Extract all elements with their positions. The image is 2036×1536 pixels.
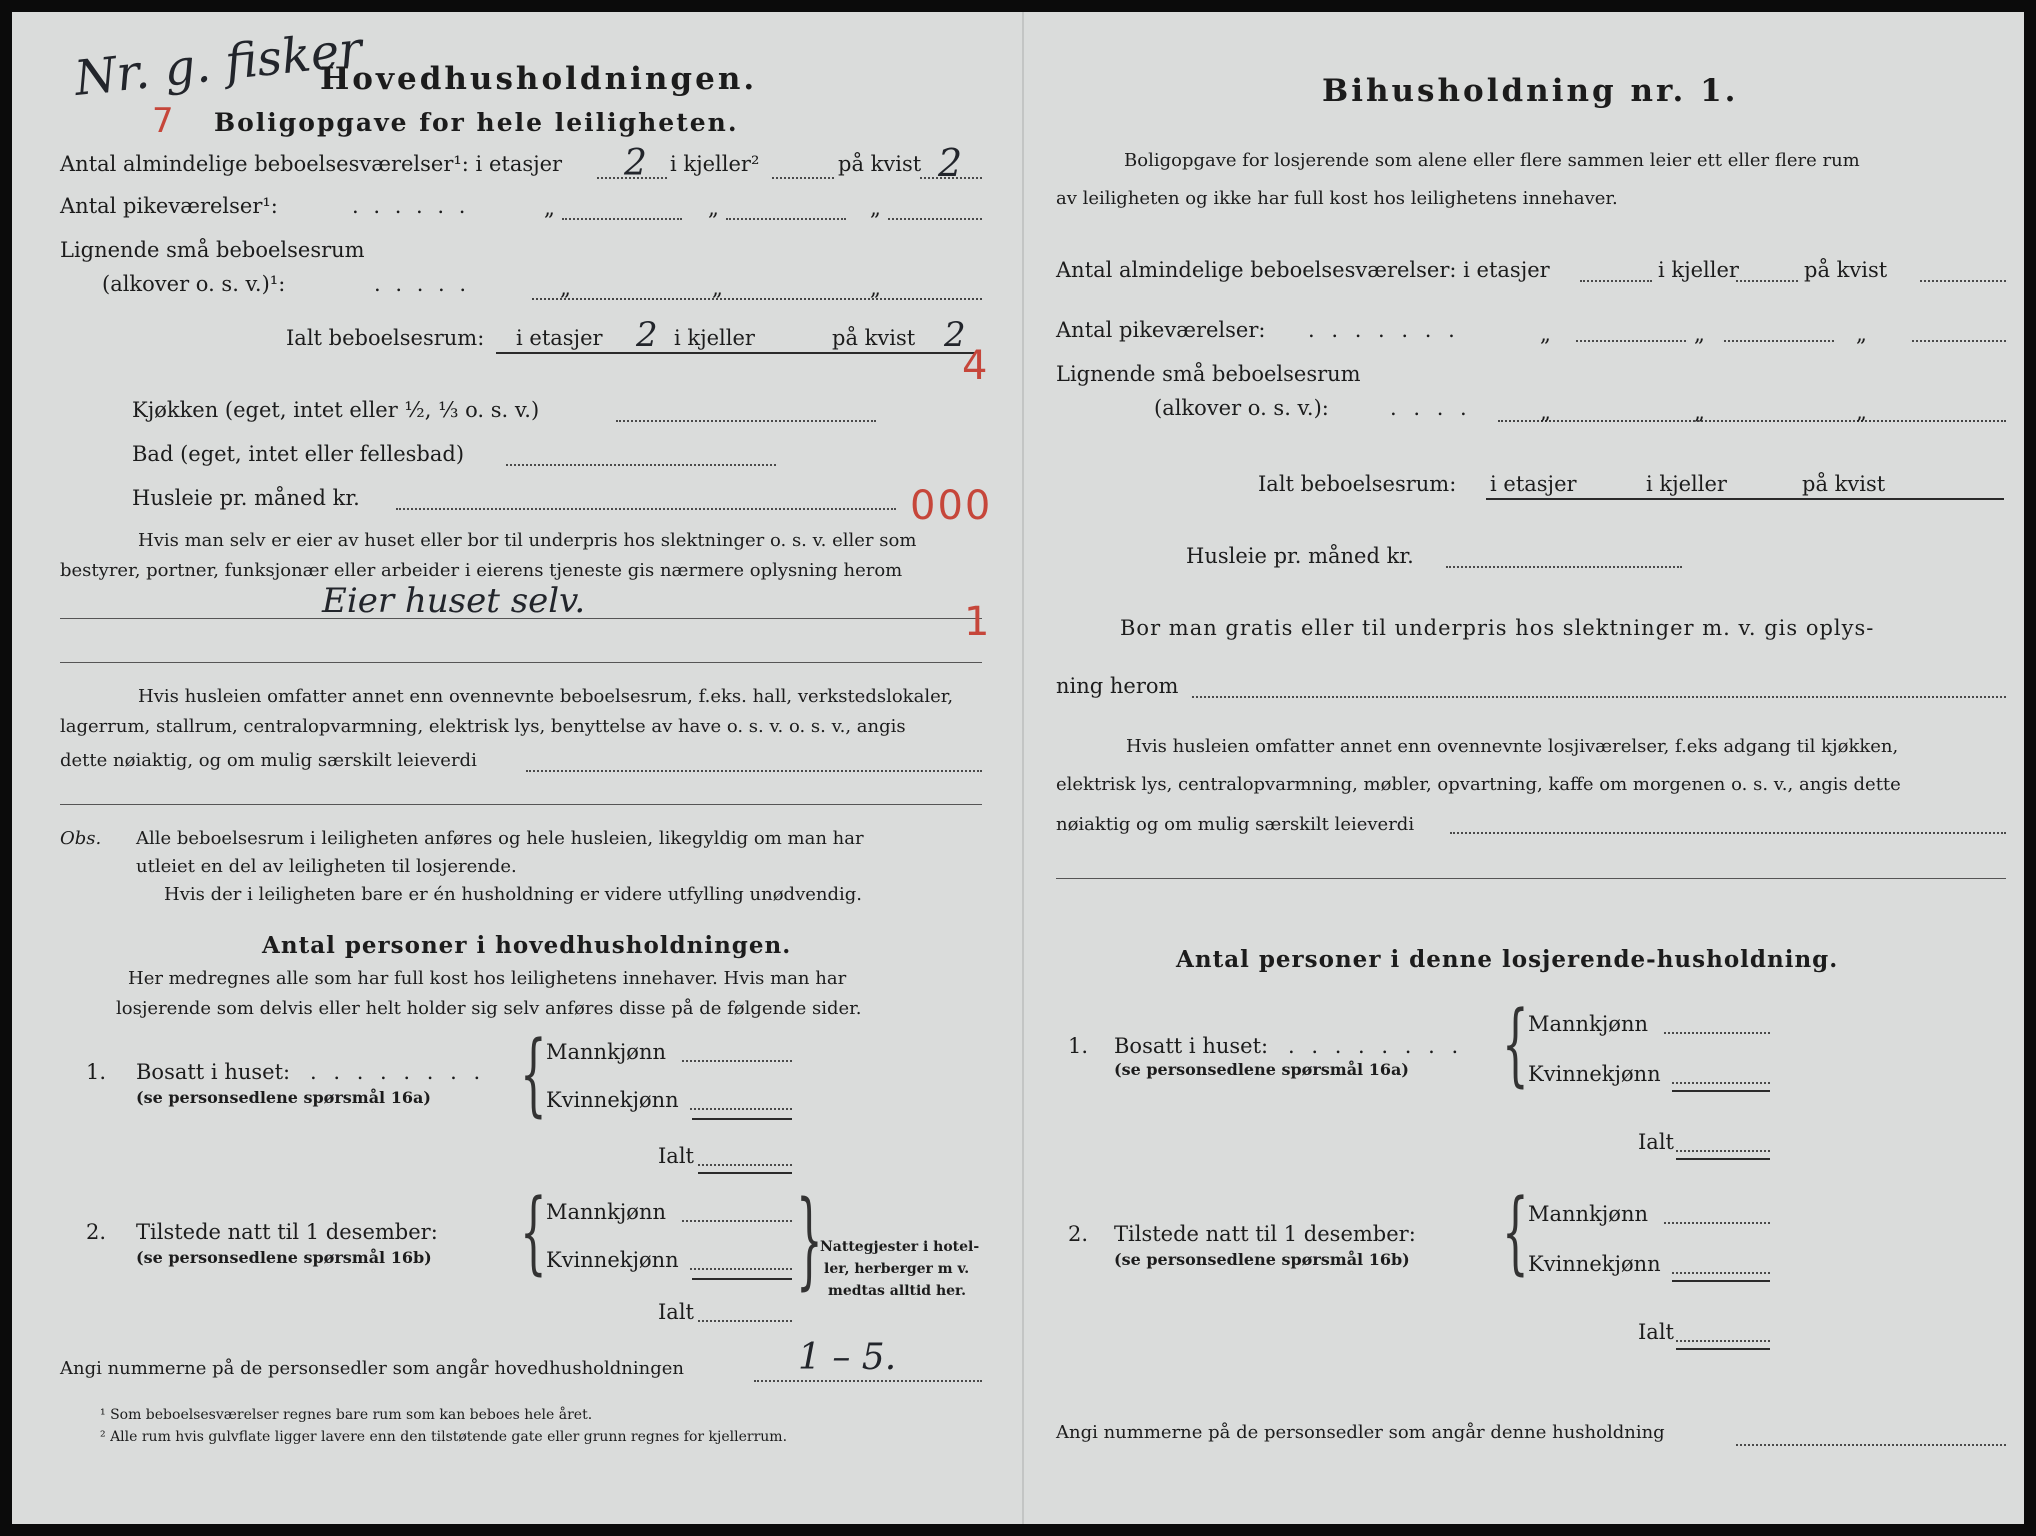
left-q1-subtitle: (se personsedlene spørsmål 16a) (136, 1088, 431, 1107)
left-subtitle: Boligopgave for hele leiligheten. (214, 108, 739, 137)
right-row3-label-a: Lignende små beboelsesrum (1056, 362, 1361, 386)
right-omfatter-1: Hvis husleien omfatter annet enn ovennevnte losjiværelser, f.eks adgang til kjøkken, (1126, 736, 1899, 757)
right-q1-number: 1. (1068, 1034, 1089, 1058)
right-row2-line1 (1576, 340, 1686, 342)
right-row1-label: Antal almindelige beboelsesværelser: i etasjer (1056, 258, 1550, 282)
left-omfatter-1: Hvis husleien omfatter annet enn ovennevnte beboelsesrum, f.eks. hall, verkstedslokaler, (138, 686, 954, 707)
right-row3-ditto3: „ (1856, 400, 1867, 424)
left-q1-number: 1. (86, 1060, 107, 1084)
right-q1-subtitle: (se personsedlene spørsmål 16a) (1114, 1060, 1409, 1079)
left-q1-ialt-underline (698, 1172, 792, 1174)
right-row4-kjeller: i kjeller (1646, 472, 1727, 496)
right-q2-label: Tilstede natt til 1 desember: (1114, 1222, 1416, 1246)
left-row4-label: Ialt beboelsesrum: (286, 326, 485, 350)
left-row3-label-a: Lignende små beboelsesrum (60, 238, 365, 262)
right-q2-ialt: Ialt (1638, 1320, 1674, 1344)
right-row1-etasjer-line (1580, 280, 1652, 282)
left-obs-label: Obs. (60, 828, 102, 849)
right-row2-dots: . . . . . . . (1308, 318, 1460, 342)
left-bad-line (506, 464, 776, 466)
right-q1-kvinne: Kvinnekjønn (1528, 1062, 1661, 1086)
left-row1-kvist: på kvist (838, 152, 922, 176)
right-q1-kvinne-line (1672, 1082, 1770, 1084)
left-row3-ditto1: „ (560, 276, 571, 300)
left-q2-mann-line (682, 1220, 792, 1222)
right-q1-dots: . . . . . . . . (1288, 1034, 1464, 1058)
right-omfatter-3: nøiaktig og om mulig særskilt leieverdi (1056, 814, 1415, 835)
left-natt-2: ler, herberger m v. (824, 1261, 970, 1277)
left-q1-dots: . . . . . . . . (310, 1060, 486, 1084)
right-row3-ditto2: „ (1694, 400, 1705, 424)
left-eier-line-2 (60, 662, 982, 663)
left-q2-label: Tilstede natt til 1 desember: (136, 1220, 438, 1244)
right-q2-number: 2. (1068, 1222, 1089, 1246)
right-gratis-2: ning herom (1056, 674, 1179, 698)
right-omfatter-line-2 (1056, 878, 2006, 879)
right-row4-label: Ialt beboelsesrum: (1258, 472, 1457, 496)
right-q2-sum-line (1672, 1280, 1770, 1282)
left-row3-line (532, 298, 982, 300)
left-personer-title: Antal personer i hovedhusholdningen. (262, 932, 792, 959)
left-row4-kvist: på kvist (832, 326, 916, 350)
left-omfatter-2: lagerrum, stallrum, centralopvarmning, elektrisk lys, benyttelse av have o. s. v. o. s. v., angis (60, 716, 906, 737)
left-q2-subtitle: (se personsedlene spørsmål 16b) (136, 1248, 432, 1267)
left-q2-ialt-line (698, 1320, 792, 1322)
left-q2-ialt: Ialt (658, 1300, 694, 1324)
left-q1-kvinne-line (690, 1108, 792, 1110)
right-row2-ditto1: „ (1540, 322, 1551, 346)
left-row2-line2 (726, 218, 846, 220)
right-q2-kvinne-line (1672, 1272, 1770, 1274)
left-row3-dots: . . . . . (374, 272, 471, 296)
left-q1-label: Bosatt i huset: (136, 1060, 291, 1084)
left-omfatter-line-2 (60, 804, 982, 805)
left-q1-ialt-line (698, 1164, 792, 1166)
left-row2-label: Antal pikeværelser¹: (60, 194, 278, 218)
right-intro-1: Boligopgave for losjerende som alene eller flere sammen leier ett eller flere rum (1124, 150, 1860, 171)
left-q2-right-brace: } (796, 1179, 823, 1302)
left-row1-kjeller: i kjeller² (670, 152, 760, 176)
right-row1-kjeller-line (1736, 280, 1798, 282)
left-q1-mann: Mannkjønn (546, 1040, 667, 1064)
right-angi-label: Angi nummerne på de personsedler som angår denne husholdning (1056, 1422, 1665, 1443)
left-row2-dots: . . . . . . (352, 194, 470, 218)
right-row2-label: Antal pikeværelser: (1056, 318, 1266, 342)
left-omfatter-line-1 (526, 770, 982, 772)
left-kjokken-line (616, 420, 876, 422)
left-natt-3: medtas alltid her. (828, 1283, 967, 1299)
right-row1-kvist: på kvist (1804, 258, 1888, 282)
left-row1-etasjer-value: 2 (624, 143, 647, 184)
right-omfatter-line-1 (1450, 832, 2006, 834)
left-q1-ialt: Ialt (658, 1144, 694, 1168)
left-q1-kvinne: Kvinnekjønn (546, 1088, 679, 1112)
left-obs-1: Alle beboelsesrum i leiligheten anføres og hele husleien, likegyldig om man har (136, 828, 864, 849)
left-q2-sum-line (692, 1278, 792, 1280)
left-row4-red-total: 4 (962, 343, 988, 389)
left-q2-number: 2. (86, 1220, 107, 1244)
right-row3-ditto1: „ (1540, 400, 1551, 424)
right-row2-line3 (1912, 340, 2006, 342)
right-gratis-1: Bor man gratis eller til underpris hos slektninger m. v. gis oplys- (1120, 616, 1875, 640)
right-row4-kvist: på kvist (1802, 472, 1886, 496)
left-omfatter-3: dette nøiaktig, og om mulig særskilt leieverdi (60, 750, 477, 771)
right-q1-mann-line (1664, 1032, 1770, 1034)
right-q1-sum-line (1672, 1090, 1770, 1092)
left-footnote-2: ² Alle rum hvis gulvflate ligger lavere enn den tilstøtende gate eller grunn regnes for kjellerrum. (100, 1429, 788, 1445)
left-obs-3: Hvis der i leiligheten bare er én husholdning er videre utfylling unødvendig. (164, 884, 863, 905)
left-row4-etasjer-value: 2 (636, 315, 658, 355)
left-q2-mann: Mannkjønn (546, 1200, 667, 1224)
left-row1-kjeller-line (772, 177, 834, 179)
right-q2-mann-line (1664, 1222, 1770, 1224)
right-row3-label-b: (alkover o. s. v.): (1154, 396, 1329, 420)
right-omfatter-2: elektrisk lys, centralopvarmning, møbler, opvartning, kaffe om morgenen o. s. v., angis dette (1056, 774, 1901, 795)
left-row4-kjeller: i kjeller (674, 326, 755, 350)
right-q1-mann: Mannkjønn (1528, 1012, 1649, 1036)
left-angi-label: Angi nummerne på de personsedler som angår hovedhusholdningen (60, 1358, 684, 1379)
census-form-page (12, 12, 2024, 1524)
right-husleie-line (1446, 566, 1682, 568)
left-kjokken-label: Kjøkken (eget, intet eller ½, ⅓ o. s. v.) (132, 398, 540, 422)
left-q1-mann-line (682, 1060, 792, 1062)
left-q2-brace: { (520, 1180, 547, 1286)
left-eier-red: 1 (964, 599, 990, 645)
left-row2-ditto2: „ (708, 196, 719, 220)
left-bad-label: Bad (eget, intet eller fellesbad) (132, 442, 465, 466)
right-row4-etasjer: i etasjer (1490, 472, 1577, 496)
left-q1-sum-line (692, 1118, 792, 1120)
left-husleie-line (396, 508, 896, 510)
left-row3-label-b: (alkover o. s. v.)¹: (102, 272, 286, 296)
left-angi-line (754, 1380, 982, 1382)
left-row3-ditto3: „ (870, 276, 881, 300)
left-eier-text-2: bestyrer, portner, funksjonær eller arbeider i eierens tjeneste gis nærmere oplysning herom (60, 560, 903, 581)
right-row2-ditto2: „ (1694, 322, 1705, 346)
right-row3-dots: . . . . (1390, 396, 1472, 420)
right-q2-mann: Mannkjønn (1528, 1202, 1649, 1226)
left-row2-line1 (562, 218, 682, 220)
right-row1-kjeller: i kjeller (1658, 258, 1739, 282)
left-eier-handwritten: Eier huset selv. (322, 581, 586, 621)
page-fold (1022, 12, 1024, 1524)
left-row4-underline (496, 352, 976, 354)
right-q1-ialt-line (1676, 1150, 1770, 1152)
right-row2-line2 (1724, 340, 1834, 342)
right-q1-ialt-underline (1676, 1158, 1770, 1160)
left-title: Hovedhusholdningen. (320, 61, 758, 97)
right-q1-ialt: Ialt (1638, 1130, 1674, 1154)
right-gratis-line (1192, 696, 2006, 698)
right-title: Bihusholdning nr. 1. (1322, 73, 1739, 109)
right-row3-line (1498, 420, 2006, 422)
right-husleie-label: Husleie pr. måned kr. (1186, 544, 1414, 568)
left-row2-ditto3: „ (870, 196, 881, 220)
left-row1-label: Antal almindelige beboelsesværelser¹: i etasjer (60, 152, 563, 176)
right-q2-ialt-line (1676, 1340, 1770, 1342)
right-personer-title: Antal personer i denne losjerende-husholdning. (1176, 946, 1839, 973)
left-husleie-label: Husleie pr. måned kr. (132, 486, 360, 510)
left-natt-1: Nattegjester i hotel- (820, 1239, 980, 1255)
left-angi-handwritten: 1 – 5. (798, 1337, 897, 1378)
right-intro-2: av leiligheten og ikke har full kost hos leilighetens innehaver. (1056, 188, 1618, 209)
left-personer-2: losjerende som delvis eller helt holder sig selv anføres disse på de følgende sider. (116, 998, 862, 1019)
right-q1-brace: { (1502, 992, 1529, 1098)
left-husleie-red: 000 (910, 483, 993, 529)
right-q2-kvinne: Kvinnekjønn (1528, 1252, 1661, 1276)
left-q2-kvinne-line (690, 1268, 792, 1270)
right-q1-label: Bosatt i huset: (1114, 1034, 1269, 1058)
left-personer-1: Her medregnes alle som har full kost hos leilighetens innehaver. Hvis man har (128, 968, 847, 989)
left-row3-ditto2: „ (712, 276, 723, 300)
left-q1-brace: { (520, 1022, 547, 1128)
right-q2-brace: { (1502, 1180, 1529, 1286)
left-row1-kvist-value: 2 (938, 141, 963, 185)
left-eier-line-1 (60, 618, 982, 619)
left-obs-2: utleiet en del av leiligheten til losjerende. (136, 856, 517, 877)
right-angi-line (1736, 1444, 2006, 1446)
left-row2-line3 (888, 218, 982, 220)
left-footnote-1: ¹ Som beboelsesværelser regnes bare rum som kan beboes hele året. (100, 1407, 593, 1423)
right-q2-ialt-underline (1676, 1348, 1770, 1350)
left-eier-text-1: Hvis man selv er eier av huset eller bor til underpris hos slektninger o. s. v. eller som (138, 530, 917, 551)
handwritten-occupation: Nr. g. fisker (71, 21, 365, 107)
left-row4-etasjer: i etasjer (516, 326, 603, 350)
right-row4-underline (1486, 498, 2004, 500)
left-q2-kvinne: Kvinnekjønn (546, 1248, 679, 1272)
right-row2-ditto3: „ (1856, 322, 1867, 346)
right-q2-subtitle: (se personsedlene spørsmål 16b) (1114, 1250, 1410, 1269)
left-row2-ditto1: „ (544, 196, 555, 220)
right-row1-kvist-line (1920, 280, 2006, 282)
red-mark: 7 (152, 101, 174, 141)
left-row4-kvist-value: 2 (944, 315, 966, 355)
